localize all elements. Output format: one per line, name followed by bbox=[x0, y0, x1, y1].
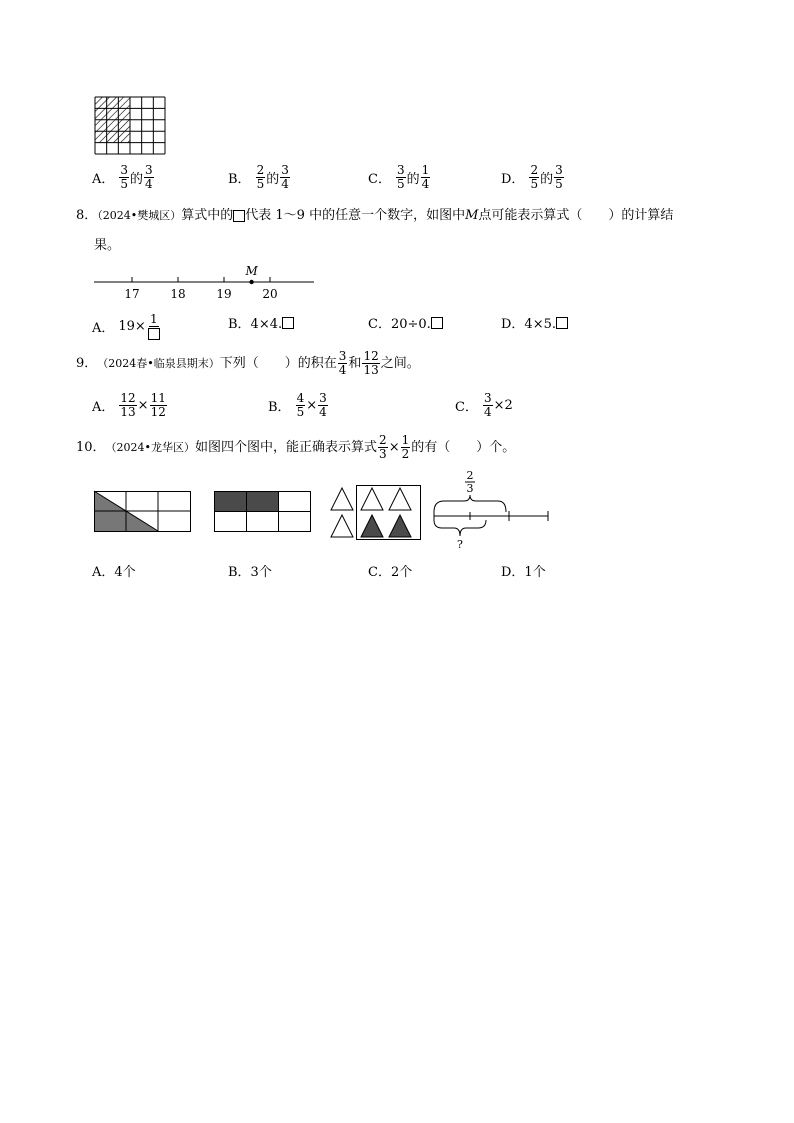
fraction: $\frac{1}{4}$ bbox=[421, 163, 430, 191]
fraction: $\frac{11}{12}$ bbox=[150, 391, 166, 419]
q7-grid-figure bbox=[95, 97, 167, 155]
shaded-triangle bbox=[361, 515, 383, 537]
shaded-triangle bbox=[389, 515, 411, 537]
fraction: $\frac{2}{5}$ bbox=[530, 163, 539, 191]
top-brace bbox=[434, 495, 506, 512]
q10-figure-3-triangles bbox=[330, 485, 422, 541]
q7-option-d[interactable]: D． $\frac{2}{5}$ 的 $\frac{3}{5}$ bbox=[501, 163, 563, 191]
q8-option-a[interactable]: A． 19× 1 bbox=[92, 313, 162, 340]
q7-option-b[interactable]: B． $\frac{2}{5}$ 的 $\frac{3}{4}$ bbox=[228, 163, 289, 191]
point-m bbox=[249, 280, 253, 284]
q10-option-b[interactable]: B．3个 bbox=[228, 565, 272, 580]
fraction: 1 bbox=[147, 313, 161, 340]
blank-box bbox=[233, 210, 245, 222]
fraction: $\frac{3}{5}$ bbox=[555, 163, 563, 191]
q8-option-c[interactable]: C．20÷0. bbox=[368, 313, 443, 332]
fraction: $\frac{2}{3}$ bbox=[379, 433, 387, 461]
fraction: $\frac{12}{13}$ bbox=[120, 391, 136, 419]
brace-top-denominator: 3 bbox=[466, 482, 474, 495]
q8-option-b[interactable]: B．4×4. bbox=[228, 313, 294, 332]
q9-option-a[interactable]: A． $\frac{12}{13}$ × $\frac{11}{12}$ bbox=[92, 391, 166, 419]
brace-question: ? bbox=[457, 538, 463, 551]
tick-label: 19 bbox=[216, 287, 232, 301]
shaded-cell bbox=[215, 492, 247, 512]
triangle bbox=[361, 488, 383, 510]
brace-top-numerator: 2 bbox=[466, 469, 474, 482]
fraction: $\frac{3}{4}$ bbox=[319, 391, 327, 419]
blank-box bbox=[148, 328, 160, 340]
q7-option-c[interactable]: C． $\frac{3}{5}$ 的 $\frac{1}{4}$ bbox=[368, 163, 430, 191]
triangle bbox=[331, 515, 353, 537]
q10-option-d[interactable]: D．1个 bbox=[501, 565, 546, 580]
q8-stem-line-2: 果。 bbox=[94, 238, 121, 253]
triangle bbox=[331, 488, 353, 510]
triangle bbox=[389, 488, 411, 510]
q9-option-b[interactable]: B． $\frac{4}{5}$ × $\frac{3}{4}$ bbox=[268, 391, 327, 419]
fraction: $\frac{4}{5}$ bbox=[296, 391, 305, 419]
shaded-cell bbox=[247, 492, 279, 512]
q9-stem: 9． （2024春•临泉县期末） 下列（ ）的积在 $\frac{3}{4}$ 和 $\frac{12}{13}$ 之间。 bbox=[76, 349, 420, 377]
q10-figure-1-diagonal-rect bbox=[94, 491, 192, 533]
fraction: $\frac{12}{13}$ bbox=[363, 349, 379, 377]
q10-figure-4-brace-line bbox=[430, 466, 552, 552]
q10-option-a[interactable]: A．4个 bbox=[92, 565, 136, 580]
q7-option-a[interactable]: A． $\frac{3}{5}$ 的 $\frac{3}{4}$ bbox=[92, 163, 153, 191]
fraction: $\frac{3}{4}$ bbox=[145, 163, 153, 191]
blank-box bbox=[282, 317, 294, 329]
fraction: $\frac{1}{2}$ bbox=[401, 433, 410, 461]
q10-option-c[interactable]: C．2个 bbox=[368, 565, 413, 580]
q8-stem-line-1: 8．（2024•樊城区）算式中的 代表 1～9 中的任意一个数字，如图中M点可能表示算式（ ）的计算结 bbox=[76, 208, 674, 223]
fraction: $\frac{3}{4}$ bbox=[483, 391, 492, 419]
fraction: $\frac{3}{4}$ bbox=[338, 349, 347, 377]
fraction: $\frac{3}{5}$ bbox=[396, 163, 405, 191]
blank-box bbox=[431, 317, 443, 329]
point-m-label: M bbox=[245, 264, 258, 278]
q8-number-line bbox=[94, 262, 316, 302]
q8-option-d[interactable]: D．4×5. bbox=[501, 313, 568, 332]
fraction: $\frac{3}{5}$ bbox=[120, 163, 129, 191]
q10-figure-2-grid bbox=[214, 491, 312, 533]
q9-option-c[interactable]: C． $\frac{3}{4}$ ×2 bbox=[455, 391, 513, 419]
q10-stem: 10． （2024•龙华区） 如图四个图中，能正确表示算式 $\frac{2}{3}$ × $\frac{1}{2}$ 的有（ ）个。 bbox=[76, 433, 516, 461]
bottom-brace bbox=[434, 520, 486, 536]
fraction: $\frac{2}{5}$ bbox=[256, 163, 265, 191]
tick-label: 20 bbox=[262, 287, 278, 301]
tick-label: 18 bbox=[170, 287, 186, 301]
blank-box bbox=[556, 317, 568, 329]
tick-label: 17 bbox=[124, 287, 140, 301]
fraction: $\frac{3}{4}$ bbox=[281, 163, 289, 191]
